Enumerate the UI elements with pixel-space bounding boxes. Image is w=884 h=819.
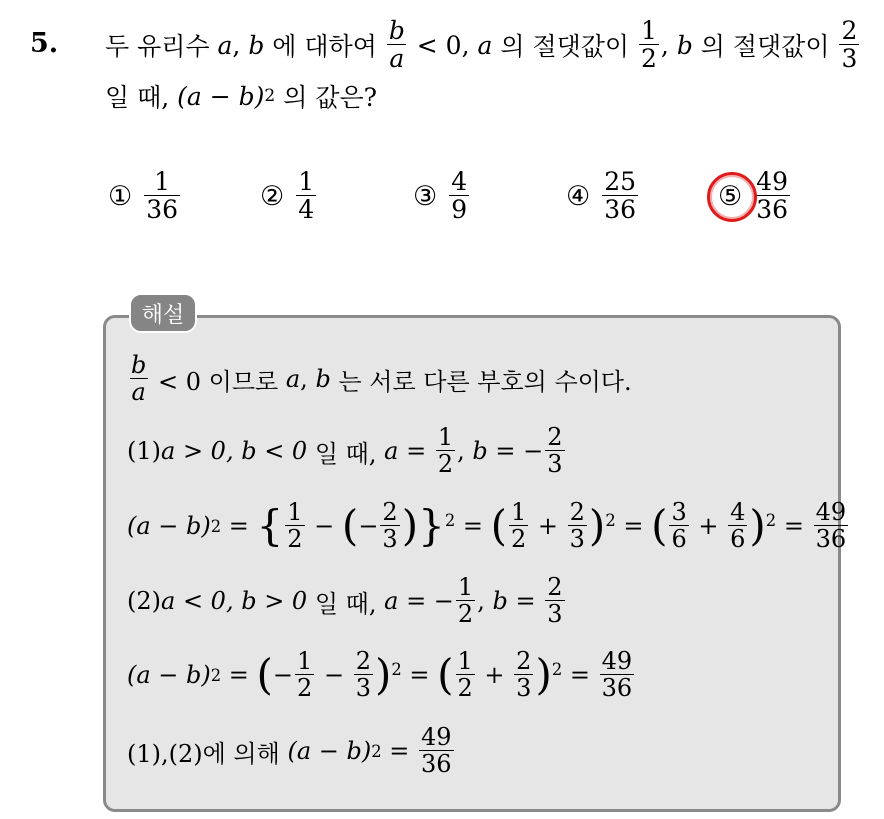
fraction-half: $\frac{1}{2}$ xyxy=(641,15,657,73)
choice-2[interactable]: ② $\frac{1}{4}$ xyxy=(260,166,315,224)
abs-text: 의 절댓값이 xyxy=(700,32,830,61)
stem-line-2: 일 때, (a − b) 2 의 값은? xyxy=(105,76,875,116)
solution-line-6: (1),(2)에 의해 (a − b) 2 = $\frac{49}{36}$ xyxy=(127,722,452,778)
solution-line-4: (2) a < 0, b > 0 일 때, a = − $\frac{1}{2}$ , b = $\frac{2}{3}$ xyxy=(127,572,563,628)
var-b: b xyxy=(248,30,265,60)
var-a: a xyxy=(217,30,233,60)
stem-text: 두 유리수 xyxy=(105,32,210,61)
solution-line-5: (a − b) 2 = ( − $\frac{1}{2}$ − $\frac{2}{3}$ ) 2 = ( $\frac{1}{2}$ + $\frac{2}{3}$ ) 2 = $\frac{49}{36}$ xyxy=(127,646,633,702)
selected-answer-mark xyxy=(707,172,757,222)
choice-1[interactable]: ① $\frac{1}{36}$ xyxy=(108,166,179,224)
choice-4[interactable]: ④ $\frac{25}{36}$ xyxy=(566,166,637,224)
var-a: a xyxy=(477,30,493,60)
solution-line-3: (a − b) 2 = { $\frac{1}{2}$ − ( − $\frac{2}{3}$ ) } 2 = ( $\frac{1}{2}$ + $\frac{2}{3}$ ) 2 = ( $\frac{3}{6}$ + $\frac{4}{6}$ ) 2 = $\frac{49}{36}$ xyxy=(127,497,847,553)
fraction-two-thirds: $\frac{2}{3}$ xyxy=(841,15,858,73)
stem-line-1: 두 유리수 a , b 에 대하여 $\frac{b}{a}$ < 0, a 의 절댓값이 $\frac{1}{2}$ , b 의 절댓값이 $\frac{2}{3}$ xyxy=(105,15,858,73)
var-b: b xyxy=(676,30,693,60)
solution-tag: 해설 xyxy=(129,293,197,333)
answer-choices xyxy=(108,163,828,229)
abs-text: 의 절댓값이 xyxy=(500,32,630,61)
choice-5[interactable]: ⑤ $\frac{49}{36}$ xyxy=(718,163,792,229)
question-number: 5. xyxy=(30,28,59,59)
stem-text: 의 값은? xyxy=(283,83,378,112)
question-stem xyxy=(105,14,875,116)
choice-3[interactable]: ③ $\frac{4}{9}$ xyxy=(413,166,468,224)
lt-zero: < 0, xyxy=(416,30,470,60)
expression: (a − b) xyxy=(177,81,265,111)
fraction-b-over-a: $\frac{b}{a}$ xyxy=(388,15,405,73)
stem-text: 일 때, xyxy=(105,83,170,112)
solution-line-1: $\frac{b}{a}$ < 0 이므로 a , b 는 서로 다른 부호의 수이다. xyxy=(131,350,632,406)
stem-text: 에 대하여 xyxy=(272,32,377,61)
solution-line-2: (1) a > 0, b < 0 일 때, a = $\frac{1}{2}$ , b = − $\frac{2}{3}$ xyxy=(127,422,563,478)
